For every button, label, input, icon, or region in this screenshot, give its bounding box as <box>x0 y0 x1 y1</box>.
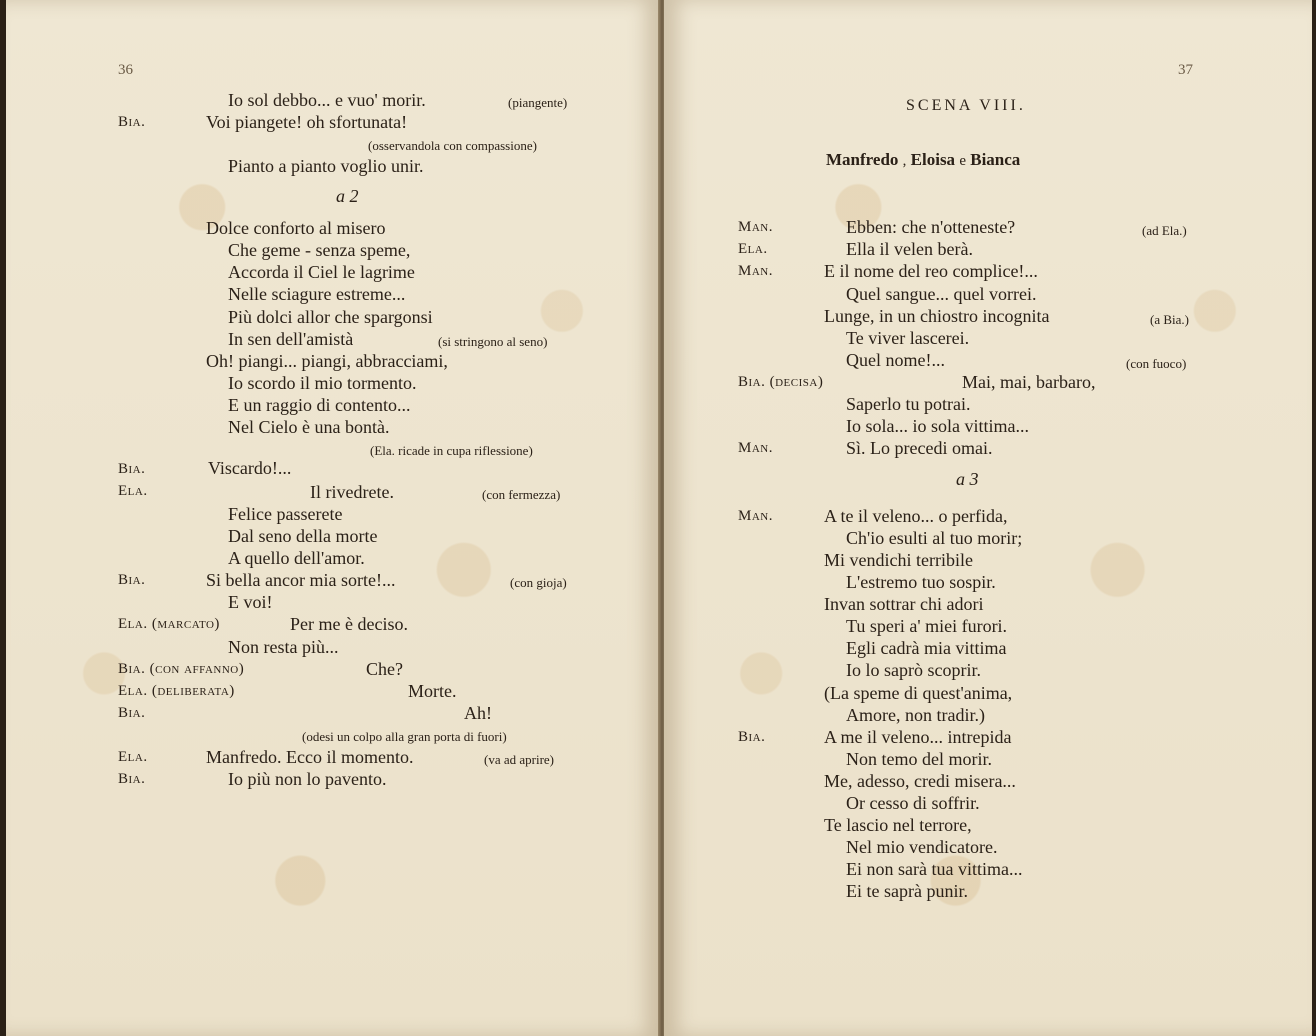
verse-line: (La speme di quest'anima, <box>824 683 1013 703</box>
speaker-label: Bia. <box>118 114 146 130</box>
verse-line: Viscardo!... <box>208 458 292 478</box>
scene-title: SCENA VIII. <box>906 97 1026 114</box>
verse-line: Io più non lo pavento. <box>228 769 387 789</box>
verse-line: Pianto a pianto voglio unir. <box>228 156 424 176</box>
cast-list <box>826 150 1020 171</box>
verse-line: A me il veleno... intrepida <box>824 727 1012 747</box>
stage-direction: (con gioja) <box>510 575 567 590</box>
speaker-label: Ela. <box>118 749 148 765</box>
verse-line: Si bella ancor mia sorte!... <box>206 570 396 590</box>
stage-direction: (Ela. ricade in cupa riflessione) <box>370 443 533 458</box>
speaker-label: Bia. <box>118 771 146 787</box>
verse-line: Ei te saprà punir. <box>846 881 968 901</box>
verse-line: Che geme - senza speme, <box>228 240 411 260</box>
verse-line: Per me è deciso. <box>290 614 408 634</box>
verse-line: Manfredo. Ecco il momento. <box>206 747 414 767</box>
speaker-label: Man. <box>738 219 773 235</box>
verse-line: Ella il velen berà. <box>846 239 973 259</box>
speaker-label: Man. <box>738 263 773 279</box>
verse-line: Oh! piangi... piangi, abbracciami, <box>206 351 448 371</box>
verse-line: Dolce conforto al misero <box>206 218 386 238</box>
verse-line: Or cesso di soffrir. <box>846 793 980 813</box>
verse-line: Tu speri a' miei furori. <box>846 616 1008 636</box>
verse-line: Nelle sciagure estreme... <box>228 284 406 304</box>
speaker-label: Bia. (decisa) <box>738 374 824 390</box>
verse-line: Più dolci allor che spargonsi <box>228 307 433 327</box>
verse-line: A te il veleno... o perfida, <box>824 506 1008 526</box>
verse-line: E un raggio di contento... <box>228 395 411 415</box>
verse-line: Mi vendichi terribile <box>824 550 973 570</box>
verse-line: A quello dell'amor. <box>228 548 365 568</box>
cast-bianca: Bianca <box>970 150 1021 169</box>
verse-line: Io sola... io sola vittima... <box>846 416 1029 436</box>
stage-direction: (piangente) <box>508 95 568 110</box>
verse-line: Amore, non tradir.) <box>846 705 985 725</box>
stage-direction: (odesi un colpo alla gran porta di fuori) <box>302 729 507 744</box>
verse-line: Morte. <box>408 681 457 701</box>
verse-line: Nel mio vendicatore. <box>846 837 998 857</box>
verse-line: Accorda il Ciel le lagrime <box>228 262 415 282</box>
speaker-label: Man. <box>738 440 773 456</box>
speaker-label: Bia. <box>738 729 766 745</box>
stage-direction: (a Bia.) <box>1150 312 1189 327</box>
stage-direction: (con fermezza) <box>482 487 561 502</box>
speaker-label: Ela. <box>118 483 148 499</box>
ensemble-marker: a 2 <box>336 186 359 206</box>
verse-line: In sen dell'amistà <box>228 329 354 349</box>
cast-eloisa: Eloisa <box>910 150 956 169</box>
verse-line: Quel nome!... <box>846 350 945 370</box>
stage-direction: (con fuoco) <box>1126 356 1187 371</box>
verse-line: Che? <box>366 659 403 679</box>
verse-line: Non resta più... <box>228 637 339 657</box>
cast-separator: e <box>959 153 966 169</box>
verse-line: Te viver lascerei. <box>846 328 970 348</box>
verse-line: Invan sottrar chi adori <box>824 594 984 614</box>
speaker-label: Ela. (marcato) <box>118 616 220 632</box>
left-page <box>6 0 660 1036</box>
verse-line: E voi! <box>228 592 273 612</box>
page-number: 36 <box>118 62 133 78</box>
speaker-label: Ela. (deliberata) <box>118 683 235 699</box>
verse-line: Io scordo il mio tormento. <box>228 373 417 393</box>
stage-direction: (si stringono al seno) <box>438 334 548 349</box>
verse-line: Dal seno della morte <box>228 526 378 546</box>
verse-line: Nel Cielo è una bontà. <box>228 417 390 437</box>
verse-line: Ah! <box>464 703 492 723</box>
speaker-label: Bia. <box>118 572 146 588</box>
verse-line: Sì. Lo precedi omai. <box>846 438 993 458</box>
cast-manfredo: Manfredo <box>826 150 899 169</box>
verse-line: Ei non sarà tua vittima... <box>846 859 1023 879</box>
verse-line: Mai, mai, barbaro, <box>962 372 1096 392</box>
speaker-label: Bia. <box>118 461 146 477</box>
right-page <box>664 0 1312 1036</box>
stage-direction: (osservandola con compassione) <box>368 138 537 153</box>
ensemble-marker: a 3 <box>956 469 979 489</box>
verse-line: Te lascio nel terrore, <box>824 815 972 835</box>
verse-line: Non temo del morir. <box>846 749 992 769</box>
speaker-label: Ela. <box>738 241 768 257</box>
verse-line: Felice passerete <box>228 504 343 524</box>
speaker-label: Man. <box>738 508 773 524</box>
stage-direction: (ad Ela.) <box>1142 223 1187 238</box>
verse-line: Io lo saprò scoprir. <box>846 660 981 680</box>
stage-direction: (va ad aprire) <box>484 752 555 767</box>
speaker-label: Bia. <box>118 705 146 721</box>
verse-line: Ch'io esulti al tuo morir; <box>846 528 1023 548</box>
verse-line: L'estremo tuo sospir. <box>846 572 996 592</box>
verse-line: Il rivedrete. <box>310 482 394 502</box>
cast-separator: , <box>902 153 907 169</box>
page-number: 37 <box>1178 62 1193 78</box>
verse-line: Io sol debbo... e vuo' morir. <box>228 90 426 110</box>
verse-line: E il nome del reo complice!... <box>824 261 1038 281</box>
verse-line: Egli cadrà mia vittima <box>846 638 1007 658</box>
verse-line: Me, adesso, credi misera... <box>824 771 1016 791</box>
verse-line: Ebben: che n'otteneste? <box>846 217 1016 237</box>
verse-line: Lunge, in un chiostro incognita <box>824 306 1050 326</box>
verse-line: Quel sangue... quel vorrei. <box>846 284 1037 304</box>
speaker-label: Bia. (con affanno) <box>118 661 245 677</box>
verse-line: Voi piangete! oh sfortunata! <box>206 112 408 132</box>
verse-line: Saperlo tu potrai. <box>846 394 971 414</box>
